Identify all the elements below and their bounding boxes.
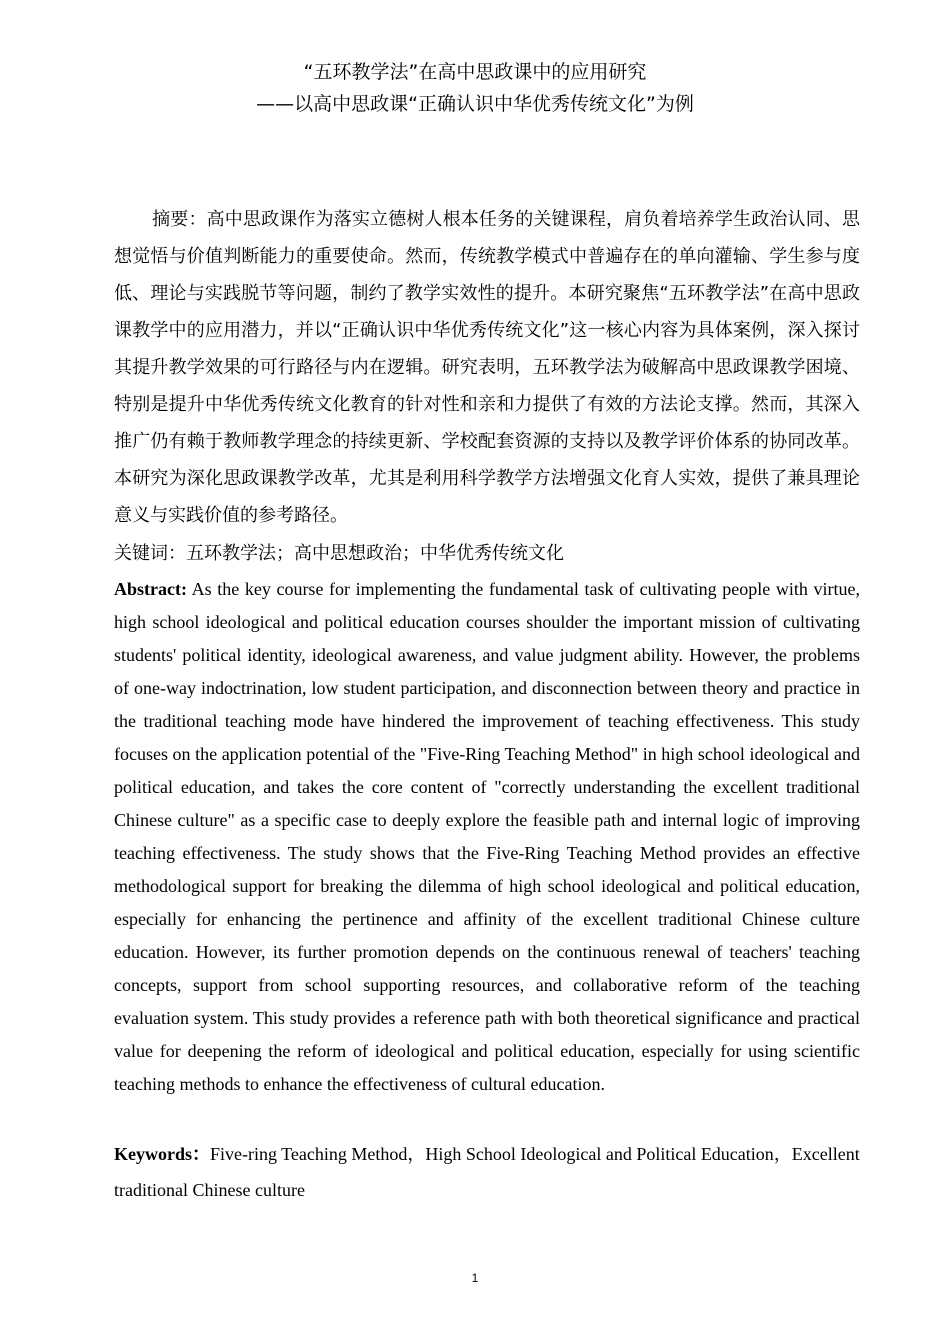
english-abstract-body: As the key course for implementing the fundamental task of cultivating people with virtue, high school ideological and political education courses shoulder the important mission of cultivating students' political identity, ideological awareness, and value judgment ability. However, the problems of one-way indoctrination, low student participation, and disconnection between theory and practice in the traditional teaching mode have hindered the improvement of teaching effectiveness. This study focuses on the application potential of the "Five-Ring Teaching Method" in high school ideological and political education, and takes the core content of "correctly understanding the excellent traditional Chinese culture" as a specific case to deeply explore the feasible path and internal logic of improving teaching effectiveness. The study shows that the Five-Ring Teaching Method provides an effective methodological support for breaking the dilemma of high school ideological and political education, especially for enhancing the pertinence and affinity of the excellent traditional Chinese culture education. However, its further promotion depends on the continuous renewal of teachers' teaching concepts, support from school supporting resources, and collaborative reform of the teaching evaluation system. This study provides a reference path with both theoretical significance and practical value for deepening the reform of ideological and political education, especially for using scientific teaching methods to enhance the effectiveness of cultural education. [114,579,860,1094]
english-keywords-label: Keywords： [114,1144,210,1164]
chinese-keywords-body: 五环教学法；高中思想政治；中华优秀传统文化 [186,543,564,564]
english-keywords [114,1136,860,1208]
paper-subtitle: ——以高中思政课“正确认识中华优秀传统文化”为例 [256,93,694,115]
chinese-keywords [114,535,860,572]
chinese-abstract [114,201,860,534]
page-number: 1 [471,1271,479,1285]
english-abstract-label: Abstract: [114,579,187,599]
chinese-abstract-body: 高中思政课作为落实立德树人根本任务的关键课程，肩负着培养学生政治认同、思想觉悟与价值判断能力的重要使命。然而，传统教学模式中普遍存在的单向灌输、学生参与度低、理论与实践脱节等问题，制约了教学实效性的提升。本研究聚焦“五环教学法”在高中思政课教学中的应用潜力，并以“正确认识中华优秀传统文化”这一核心内容为具体案例，深入探讨其提升教学效果的可行路径与内在逻辑。研究表明，五环教学法为破解高中思政课教学困境、特别是提升中华优秀传统文化教育的针对性和亲和力提供了有效的方法论支撑。然而，其深入推广仍有赖于教师教学理念的持续更新、学校配套资源的支持以及教学评价体系的协同改革。本研究为深化思政课教学改革，尤其是利用科学教学方法增强文化育人实效，提供了兼具理论意义与实践价值的参考路径。 [114,209,861,526]
chinese-abstract-label: 摘要： [152,209,207,230]
english-keywords-body: Five-ring Teaching Method，High School Ideological and Political Education，Excellent traditional Chinese culture [114,1144,860,1200]
paper-title: “五环教学法”在高中思政课中的应用研究 [303,61,647,83]
english-abstract [114,573,860,1101]
title-block [0,56,950,120]
chinese-keywords-label: 关键词： [114,543,186,564]
